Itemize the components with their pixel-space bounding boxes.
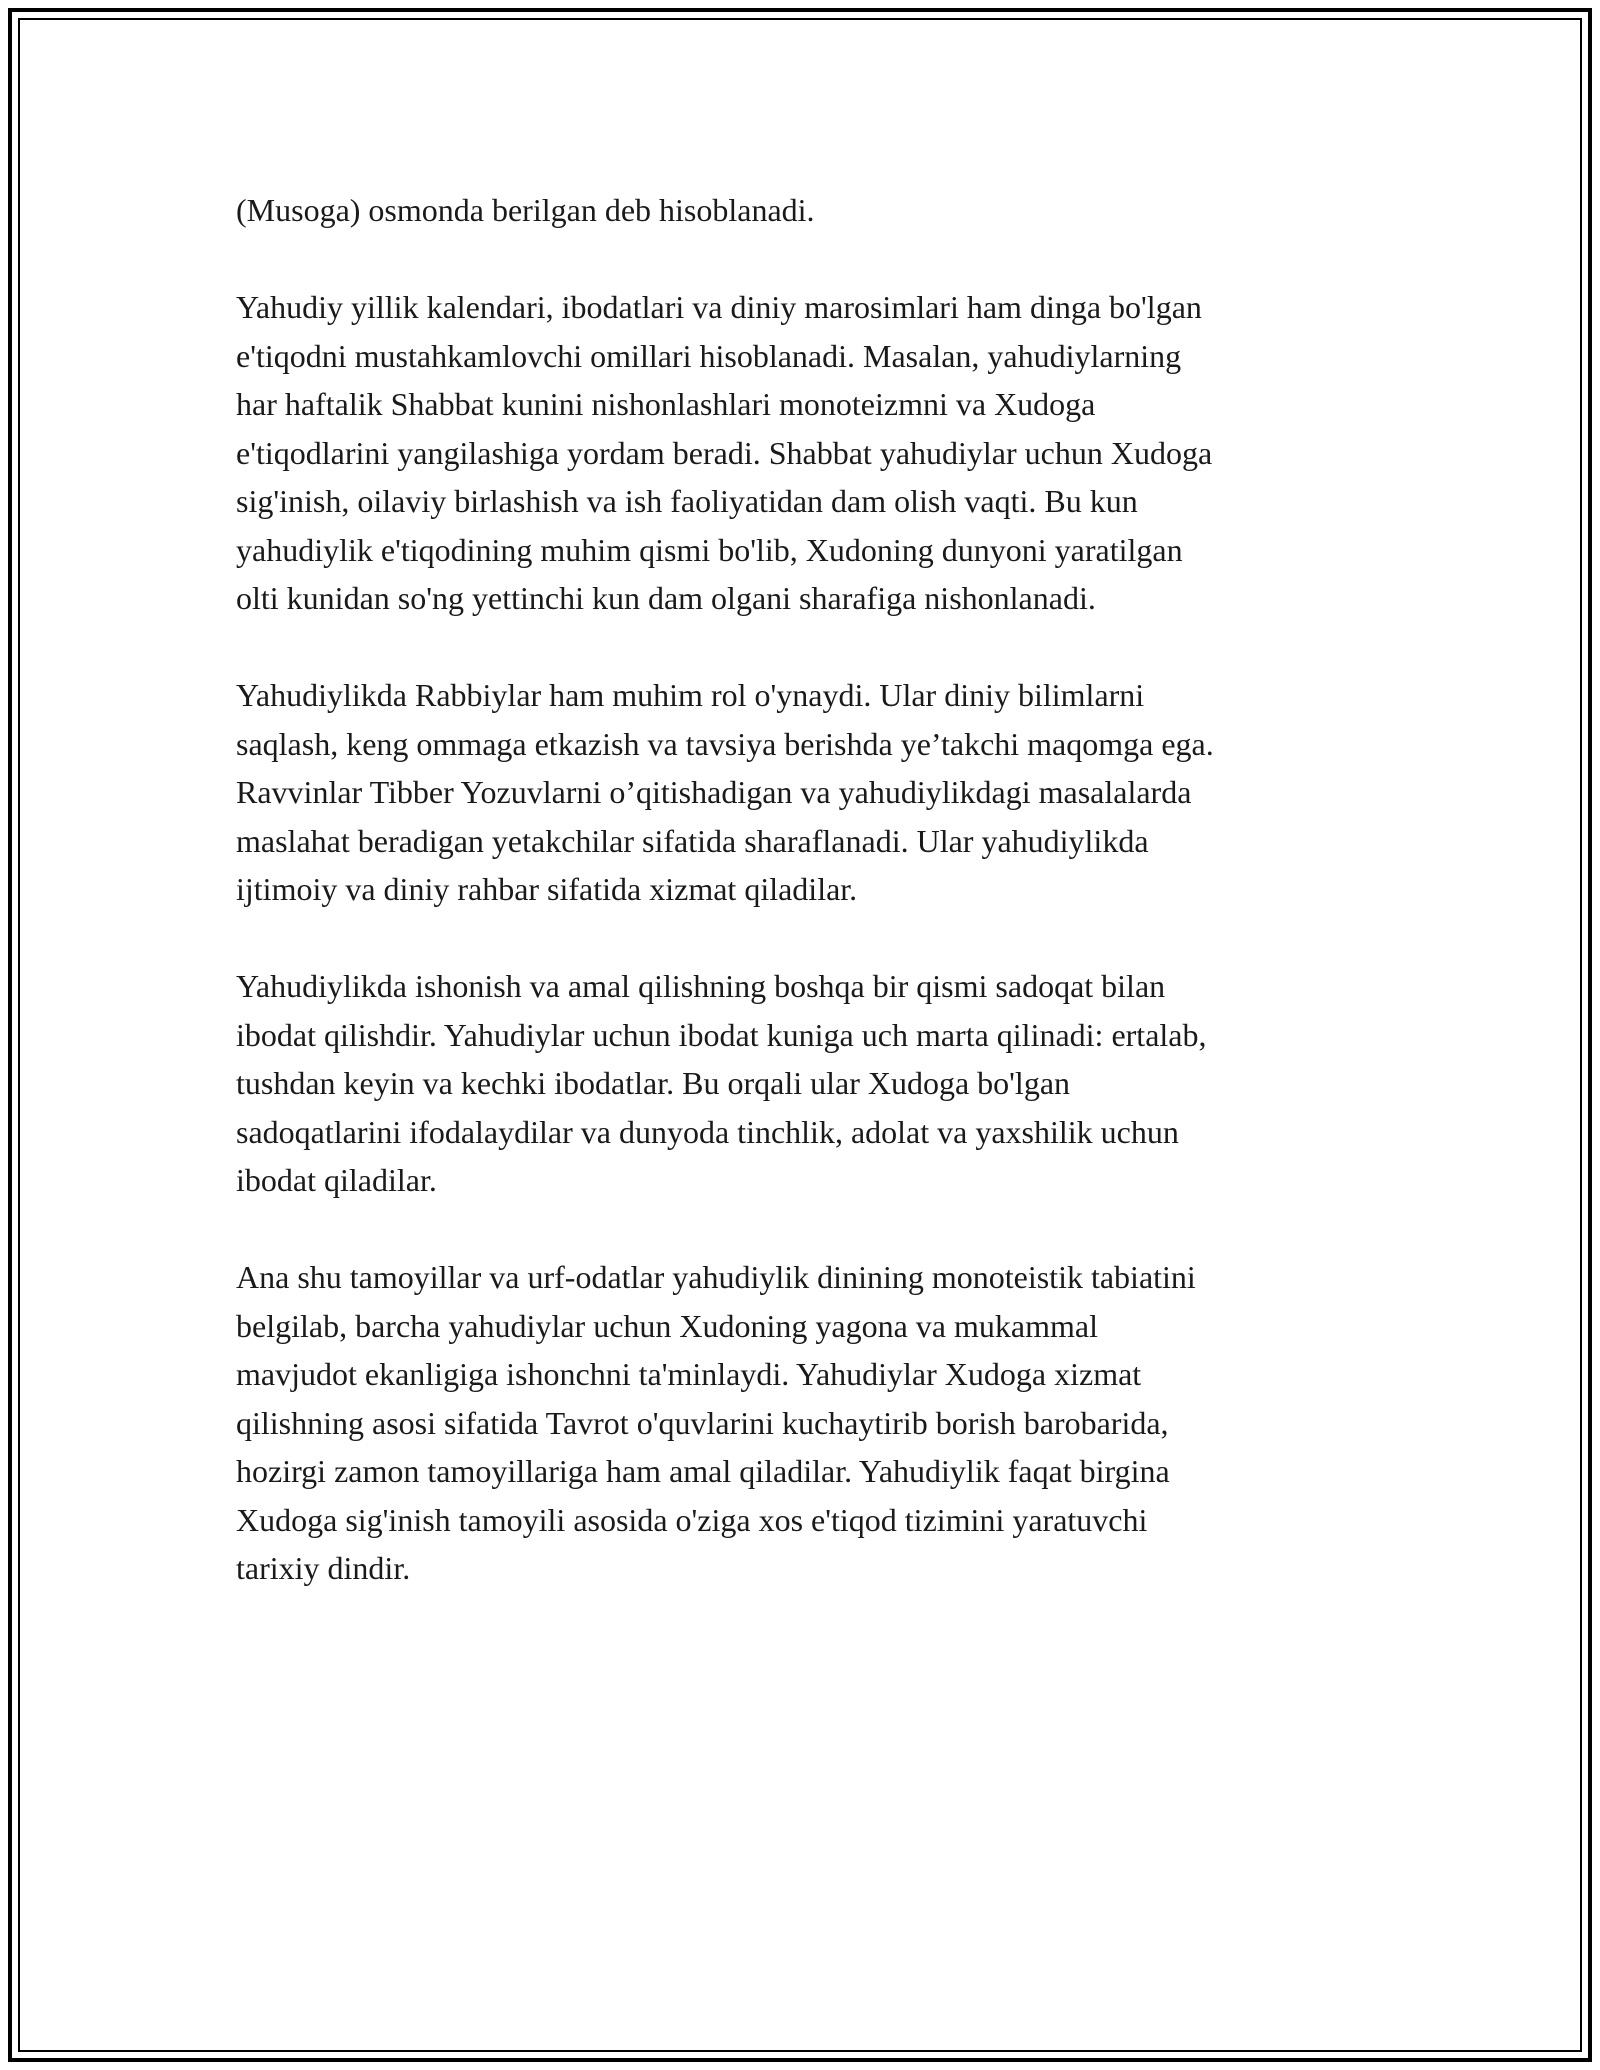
text-line: Yahudiy yillik kalendari, ibodatlari va diniy marosimlari ham dinga bo'lgan [236,289,1202,325]
text-line: olti kunidan so'ng yettinchi kun dam olgani sharafiga nishonlanadi. [236,580,1096,616]
text-line: qilishning asosi sifatida Tavrot o'quvlarini kuchaytirib borish barobarida, [236,1404,1169,1441]
text-line: ibodat qilishdir. Yahudiylar uchun ibodat kuniga uch marta qilinadi: ertalab, [236,1016,1207,1053]
document-body [236,186,1376,1641]
text-line: har haftalik Shabbat kunini nishonlashlari monoteizmni va Xudoga [236,386,1096,422]
paragraph-4 [236,962,1376,1205]
text-line: Yahudiylikda Rabbiylar ham muhim rol o'ynaydi. Ular diniy bilimlarni [236,677,1145,713]
text-line: e'tiqodlarini yangilashiga yordam beradi. Shabbat yahudiylar uchun Xudoga [236,434,1213,471]
text-line: Ravvinlar Tibber Yozuvlarni o’qitishadigan va yahudiylikdagi masalalarda [236,774,1192,810]
text-line: belgilab, barcha yahudiylar uchun Xudoning yagona va mukammal [236,1307,1098,1344]
text-line: maslahat beradigan yetakchilar sifatida sharaflanadi. Ular yahudiylikda [236,822,1149,859]
text-line: Yahudiylikda ishonish va amal qilishning boshqa bir qismi sadoqat bilan [236,968,1166,1004]
text-line: tushdan keyin va kechki ibodatlar. Bu orqali ular Xudoga bo'lgan [236,1065,1071,1101]
paragraph-2 [236,283,1376,623]
paragraph-5 [236,1253,1376,1593]
text-line: sadoqatlarini ifodalaydilar va dunyoda tinchlik, adolat va yaxshilik uchun [236,1113,1179,1150]
paragraph-1 [236,186,1376,235]
text-line: Xudoga sig'inish tamoyili asosida o'ziga xos e'tiqod tizimini yaratuvchi [236,1501,1148,1538]
text-line: saqlash, keng ommaga etkazish va tavsiya berishda ye’takchi maqomga ega. [236,725,1214,762]
paragraph-3 [236,671,1376,914]
text-line: e'tiqodni mustahkamlovchi omillari hisoblanadi. Masalan, yahudiylarning [236,337,1182,374]
text-line: Ana shu tamoyillar va urf-odatlar yahudiylik dinining monoteistik tabiatini [236,1259,1196,1295]
text-line: mavjudot ekanligiga ishonchni ta'minlaydi. Yahudiylar Xudoga xizmat [236,1356,1142,1392]
text-line: ijtimoiy va diniy rahbar sifatida xizmat qiladilar. [236,871,858,907]
text-line: sig'inish, oilaviy birlashish va ish faoliyatidan dam olish vaqti. Bu kun [236,483,1138,519]
text-line: (Musoga) osmonda berilgan deb hisoblanadi. [236,192,815,228]
text-line: ibodat qiladilar. [236,1162,437,1198]
text-line: tarixiy dindir. [236,1550,411,1586]
text-line: hozirgi zamon tamoyillariga ham amal qiladilar. Yahudiylik faqat birgina [236,1453,1170,1489]
text-line: yahudiylik e'tiqodining muhim qismi bo'lib, Xudoning dunyoni yaratilgan [236,531,1183,568]
